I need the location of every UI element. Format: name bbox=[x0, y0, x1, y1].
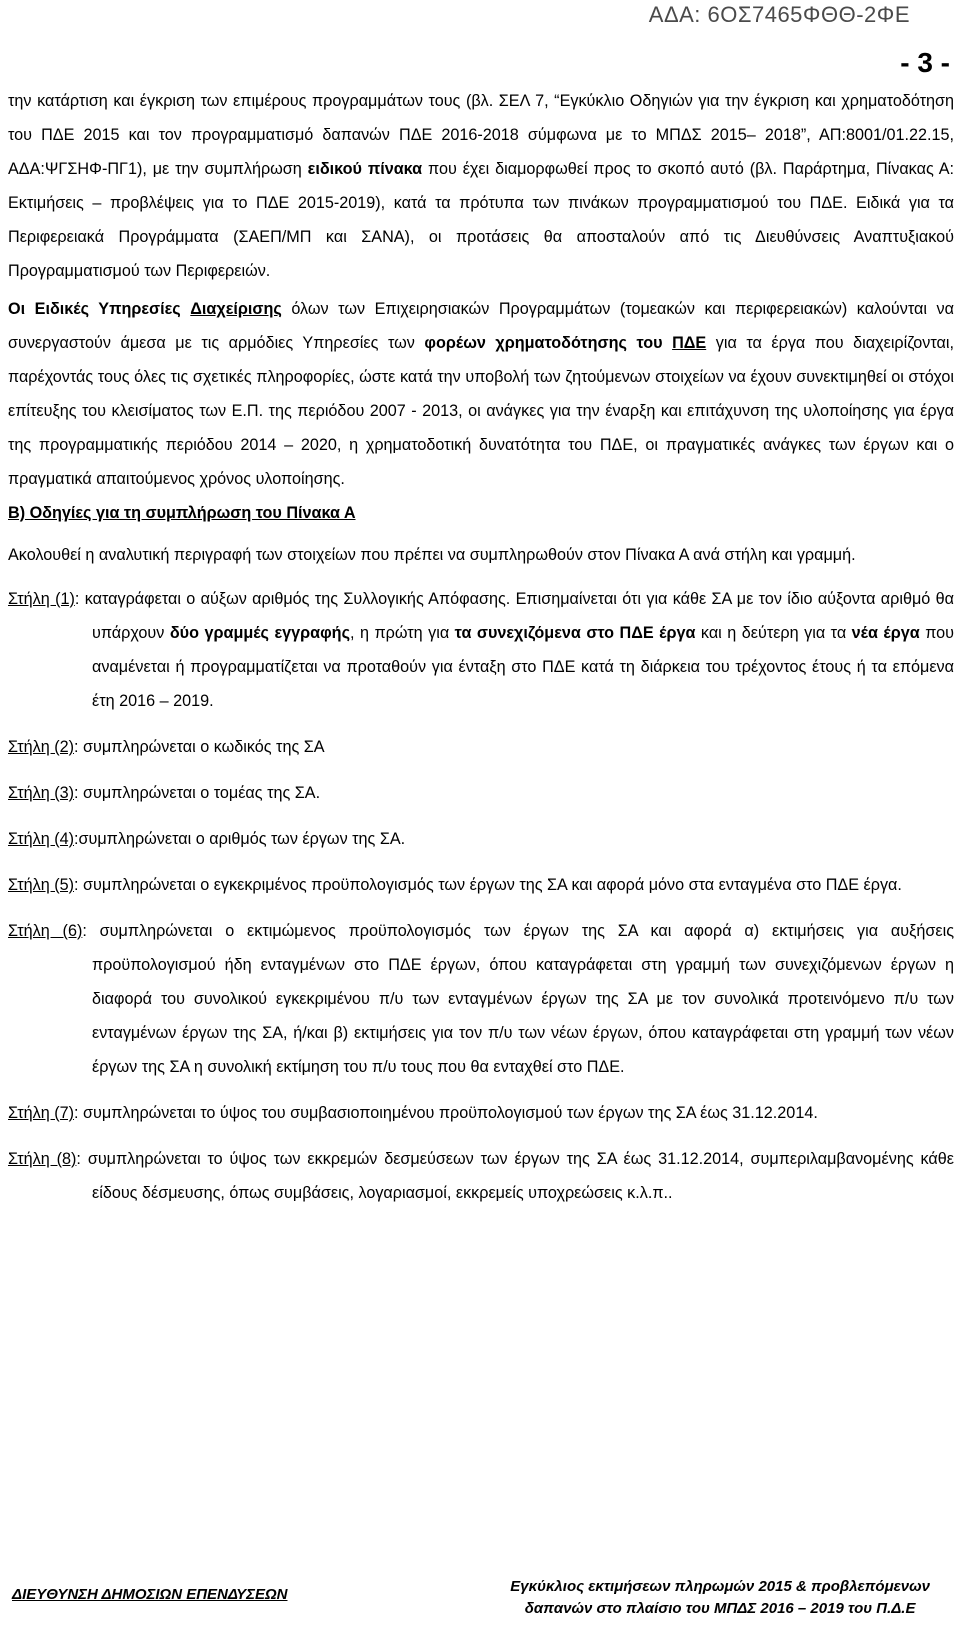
column-3-entry bbox=[8, 776, 954, 810]
column-7-text: : συμπληρώνεται το ύψος του συμβασιοποιημένου προϋπολογισμού των έργων της ΣΑ έως 31.12.2014. bbox=[74, 1104, 818, 1122]
paragraph-2 bbox=[8, 292, 954, 496]
column-6-label: Στήλη (6) bbox=[8, 922, 83, 940]
section-b-intro: Ακολουθεί η αναλυτική περιγραφή των στοιχείων που πρέπει να συμπληρωθούν στον Πίνακα Α ανά στήλη και γραμμή. bbox=[8, 546, 856, 564]
column-1-text-4: που αναμένεται ή προγραμματίζεται να προταθούν για ένταξη στο ΠΔΕ κατά τη διάρκεια του τρέχοντος έτους ή τα επόμενα έτη 2016 – 2019. bbox=[92, 624, 954, 710]
column-1-bold-1: δύο γραμμές εγγραφής bbox=[169, 624, 350, 642]
ada-code: ΑΔΑ: 6ΟΣ7465ΦΘΘ-2ΦΕ bbox=[648, 2, 910, 27]
column-1-text-1: : καταγράφεται ο αύξων αριθμός της Συλλογικής Απόφασης. Επισημαίνεται ότι για κάθε ΣΑ με τον ίδιο αύξοντα αριθμό θα υπάρχουν bbox=[74, 590, 954, 642]
footer-department: ΔΙΕΥΘΥΝΣΗ ΔΗΜΟΣΙΩΝ ΕΠΕΝΔΥΣΕΩΝ bbox=[12, 1586, 288, 1603]
column-5-text: : συμπληρώνεται ο εγκεκριμένος προϋπολογισμός των έργων της ΣΑ και αφορά μόνο στα ενταγμένα στο ΠΔΕ έργα. bbox=[74, 876, 902, 894]
column-1-label: Στήλη (1) bbox=[8, 590, 75, 608]
column-6-text: : συμπληρώνεται ο εκτιμώμενος προϋπολογισμός των έργων της ΣΑ και αφορά α) εκτιμήσεις για αυξήσεις προϋπολογισμού ήδη ενταγμένων στο ΠΔΕ έργων, όπου καταγράφεται στη γραμμή των συνεχιζόμενων έργων η διαφορά του συνολικού εγκεκριμένου π/υ των ενταγμένων έργων της ΣΑ με τον συνολικά προτεινόμενο π/υ των ενταγμένων έργων της ΣΑ, ή/και β) εκτιμήσεις για τον π/υ των νέων έργων, όπου καταγράφεται στη γραμμή των νέων έργων της ΣΑ η συνολική εκτίμηση του π/υ τους που θα ενταχθεί στο ΠΔΕ. bbox=[82, 922, 954, 1076]
section-b-heading: Β) Οδηγίες για τη συμπλήρωση του Πίνακα Α bbox=[8, 504, 356, 522]
paragraph-1-text-c: που έχει διαμορφωθεί προς το σκοπό αυτό (βλ. Παράρτημα, Πίνακας Α: Εκτιμήσεις – προβλέψεις για το ΠΔΕ 2015-2019), κατά τα πρότυπα των πινάκων προγραμματισμού του ΠΔΕ. Ειδικά για τα Περιφερειακά Προγράμματα (ΣΑΕΠ/ΜΠ και ΣΑΝΑ), οι προτάσεις θα αποσταλούν από τις Διευθύνσεις Αναπτυξιακού Προγραμματισμού των Περιφερειών. bbox=[8, 160, 955, 280]
column-2-label: Στήλη (2) bbox=[8, 738, 75, 756]
column-4-text: :συμπληρώνεται ο αριθμός των έργων της ΣΑ. bbox=[74, 830, 406, 848]
column-7-label: Στήλη (7) bbox=[8, 1104, 75, 1122]
paragraph-2-text-a: όλων των Επιχειρησιακών Προγραμμάτων (τομεακών και περιφερειακών) καλούνται να συνεργαστούν άμεσα με τις αρμόδιες Υπηρεσίες των bbox=[8, 300, 954, 352]
paragraph-2-bold-underline-b: ΠΔΕ bbox=[672, 334, 707, 352]
paragraph-1-bold: ειδικού πίνακα bbox=[307, 160, 423, 178]
column-8-entry bbox=[8, 1142, 954, 1210]
column-8-label: Στήλη (8) bbox=[8, 1150, 77, 1168]
footer-title-line-2: δαπανών στο πλαίσιο του ΜΠΔΣ 2016 – 2019 του Π.Δ.Ε bbox=[524, 1600, 916, 1617]
column-1-bold-2: τα συνεχιζόμενα στο ΠΔΕ έργα bbox=[454, 624, 696, 642]
paragraph-2-text-c: για τα έργα που διαχειρίζονται, παρέχοντάς τους όλες τις σχετικές πληροφορίες, ώστε κατά την υποβολή των ζητούμενων στοιχείων να έχουν συνεκτιμηθεί οι στόχοι επίτευξης του κλεισίματος των Ε.Π. της περιόδου 2007 - 2013, οι ανάγκες για την έναρξη και επιτάχυνση της υλοποίησης για έργα της προγραμματικής περιόδου 2014 – 2020, η χρηματοδοτική δυνατότητα του ΠΔΕ, οι πραγματικές ανάγκες των έργων και ο πραγματικά απαιτούμενος χρόνος υλοποίησης. bbox=[8, 334, 954, 488]
page-footer bbox=[0, 1576, 960, 1626]
column-8-text: : συμπληρώνεται το ύψος των εκκρεμών δεσμεύσεων των έργων της ΣΑ έως 31.12.2014, συμπεριλαμβανομένης κάθε είδους δέσμευσης, όπως συμβάσεις, λογαριασμοί, εκκρεμείς υποχρεώσεις κ.λ.π.. bbox=[76, 1150, 954, 1202]
column-3-label: Στήλη (3) bbox=[8, 784, 75, 802]
column-2-text: : συμπληρώνεται ο κωδικός της ΣΑ bbox=[74, 738, 325, 756]
column-1-text-2: , η πρώτη για bbox=[350, 624, 450, 642]
paragraph-2-bold-underline-a: Διαχείρισης bbox=[190, 300, 282, 318]
paragraph-1-text-a: την κατάρτιση και έγκριση των επιμέρους προγραμμάτων τους (βλ. ΣΕΛ 7, “Εγκύκλιο Οδηγιών για την έγκριση και χρηματοδότηση του ΠΔΕ 2015 και τον προγραμματισμό δαπανών ΠΔΕ 2016-2018 σύμφωνα με το ΜΠΔΣ 2015– 2018”, ΑΠ:8001/01.22.15, ΑΔΑ:ΨΓΣΗΦ-ΠΓ1), με την συμπλήρωση bbox=[8, 92, 954, 178]
column-5-entry bbox=[8, 868, 954, 902]
column-5-label: Στήλη (5) bbox=[8, 876, 75, 894]
paragraph-1 bbox=[8, 84, 954, 288]
footer-document-title bbox=[510, 1576, 930, 1620]
footer-title-line-1: Εγκύκλιος εκτιμήσεων πληρωμών 2015 & προβλεπόμενων bbox=[510, 1578, 930, 1595]
column-1-entry bbox=[8, 582, 954, 718]
document-body bbox=[8, 84, 954, 1210]
column-2-entry bbox=[8, 730, 954, 764]
column-7-entry bbox=[8, 1096, 954, 1130]
column-1-bold-3: νέα έργα bbox=[851, 624, 920, 642]
paragraph-2-bold-a: Οι Ειδικές Υπηρεσίες bbox=[8, 300, 181, 318]
column-4-entry bbox=[8, 822, 954, 856]
column-6-entry bbox=[8, 914, 954, 1084]
page-number: - 3 - bbox=[900, 47, 950, 78]
paragraph-2-bold-b: φορέων χρηματοδότησης του bbox=[424, 334, 663, 352]
column-3-text: : συμπληρώνεται ο τομέας της ΣΑ. bbox=[74, 784, 321, 802]
column-4-label: Στήλη (4) bbox=[8, 830, 75, 848]
column-1-text-3: και η δεύτερη για τα bbox=[700, 624, 847, 642]
